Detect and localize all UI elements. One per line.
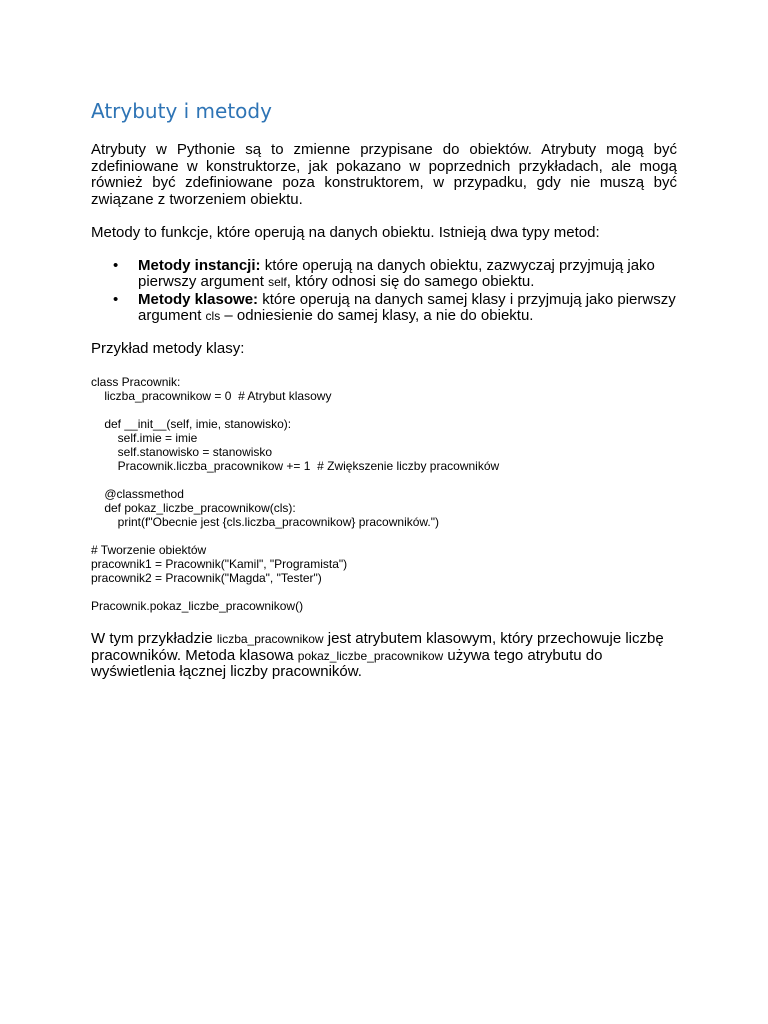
summary-text: jest atrybutem klasowym, który przechowuje liczbę pracowników. Metoda klasowa — [91, 630, 664, 664]
document-page — [91, 96, 677, 681]
code-line: Pracownik.pokaz_liczbe_pracownikow() — [91, 599, 304, 613]
method-term: Metody instancji — [138, 256, 256, 274]
code-block — [91, 375, 677, 613]
bullet-icon: • — [113, 256, 119, 274]
summary-paragraph — [91, 631, 677, 681]
example-label: Przykład metody klasy: — [91, 339, 245, 357]
inline-code: pokaz_liczbe_pracownikow — [297, 648, 444, 663]
code-line: @classmethod — [91, 487, 184, 501]
code-line: pracownik1 = Pracownik("Kamil", "Programista") — [91, 557, 348, 571]
method-term-separator: : — [255, 256, 265, 274]
method-description-end: – odniesienie do samej klasy, a nie do obiektu. — [220, 307, 534, 324]
code-line — [91, 473, 677, 487]
summary-text: używa tego atrybutu do wyświetlenia łącznej liczby pracowników. — [91, 646, 603, 680]
method-description-end: , który odnosi się do samego obiektu. — [286, 273, 535, 290]
method-description: które operują na danych samej klasy i przyjmują jako pierwszy argument — [138, 290, 676, 324]
inline-code: self — [268, 275, 287, 289]
method-description: które operują na danych obiektu, zazwyczaj przyjmują jako pierwszy argument — [138, 256, 655, 290]
method-types-list — [91, 258, 677, 325]
code-line — [91, 403, 677, 417]
list-item — [91, 292, 677, 325]
code-line: self.stanowisko = stanowisko — [91, 445, 273, 459]
method-term-separator: : — [253, 290, 263, 308]
method-term: Metody klasowe — [138, 290, 254, 308]
code-line — [91, 585, 677, 599]
bullet-icon: • — [113, 290, 119, 308]
code-line: class Pracownik: — [91, 375, 181, 389]
list-item — [91, 258, 677, 291]
code-line: Pracownik.liczba_pracownikow += 1 # Zwiększenie liczby pracowników — [91, 459, 500, 473]
code-line: pracownik2 = Pracownik("Magda", "Tester") — [91, 571, 322, 585]
section-heading: Atrybuty i metody — [91, 99, 272, 123]
code-line: print(f"Obecnie jest {cls.liczba_pracownikow} pracowników.") — [91, 515, 439, 529]
intro-paragraph: Atrybuty w Pythonie są to zmienne przypisane do obiektów. Atrybuty mogą być zdefiniowane w konstruktorze, jak pokazano w poprzednich przykładach, ale mogą również być zdefiniowane poza konstruktorem, w przypadku, gdy nie muszą być związane z tworzeniem obiektu. — [91, 141, 677, 208]
inline-code: cls — [205, 309, 221, 323]
code-line: self.imie = imie — [91, 431, 198, 445]
inline-code: liczba_pracownikow — [216, 632, 324, 646]
code-line: def pokaz_liczbe_pracownikow(cls): — [91, 501, 296, 515]
methods-intro-paragraph: Metody to funkcje, które operują na danych obiektu. Istnieją dwa typy metod: — [91, 224, 600, 241]
code-line — [91, 529, 677, 543]
code-line: def __init__(self, imie, stanowisko): — [91, 417, 292, 431]
code-line: liczba_pracownikow = 0 # Atrybut klasowy — [91, 389, 332, 403]
code-line: # Tworzenie obiektów — [91, 543, 207, 557]
summary-text: W tym przykładzie — [91, 630, 217, 647]
